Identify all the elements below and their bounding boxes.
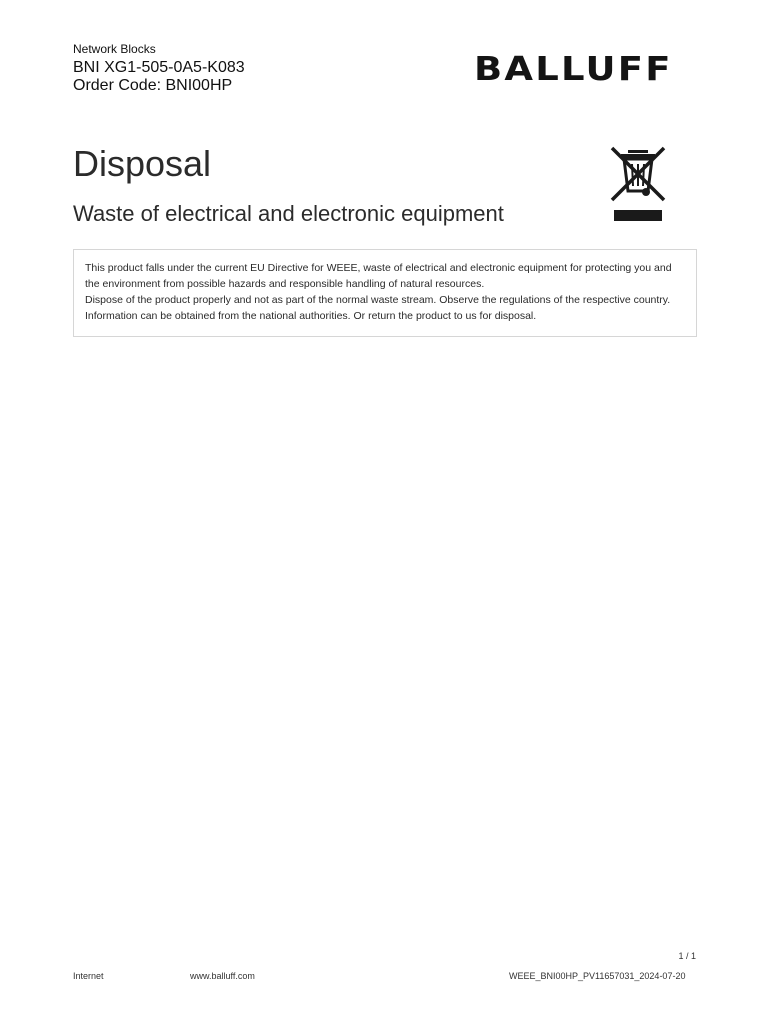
disposal-notice-box [73, 249, 697, 337]
notice-paragraph-directive: This product falls under the current EU Directive for WEEE, waste of electrical and electronic equipment for protecting you and the environment from possible hazards and responsible handling of natural resources. [85, 262, 672, 290]
weee-crossed-bin-icon [608, 145, 668, 225]
logo-text: BALLUFF [474, 49, 673, 88]
order-code: Order Code: BNI00HP [73, 77, 233, 94]
page-subtitle: Waste of electrical and electronic equipment [73, 201, 504, 226]
page-title: Disposal [73, 143, 212, 184]
footer-label: Internet [73, 971, 104, 981]
page-number: 1 / 1 [678, 951, 696, 961]
product-category: Network Blocks [73, 42, 156, 56]
footer-document-id: WEEE_BNI00HP_PV11657031_2024-07-20 [509, 971, 686, 981]
balluff-logo [474, 49, 696, 88]
notice-paragraph-disposal: Dispose of the product properly and not as part of the normal waste stream. Observe the regulations of the respective country. Information can be obtained from the national authorities. Or return the product to us for disposal. [85, 294, 671, 322]
document-header [73, 42, 245, 95]
product-name: BNI XG1-505-0A5-K083 [73, 59, 245, 76]
footer-website-link[interactable]: www.balluff.com [190, 971, 255, 981]
